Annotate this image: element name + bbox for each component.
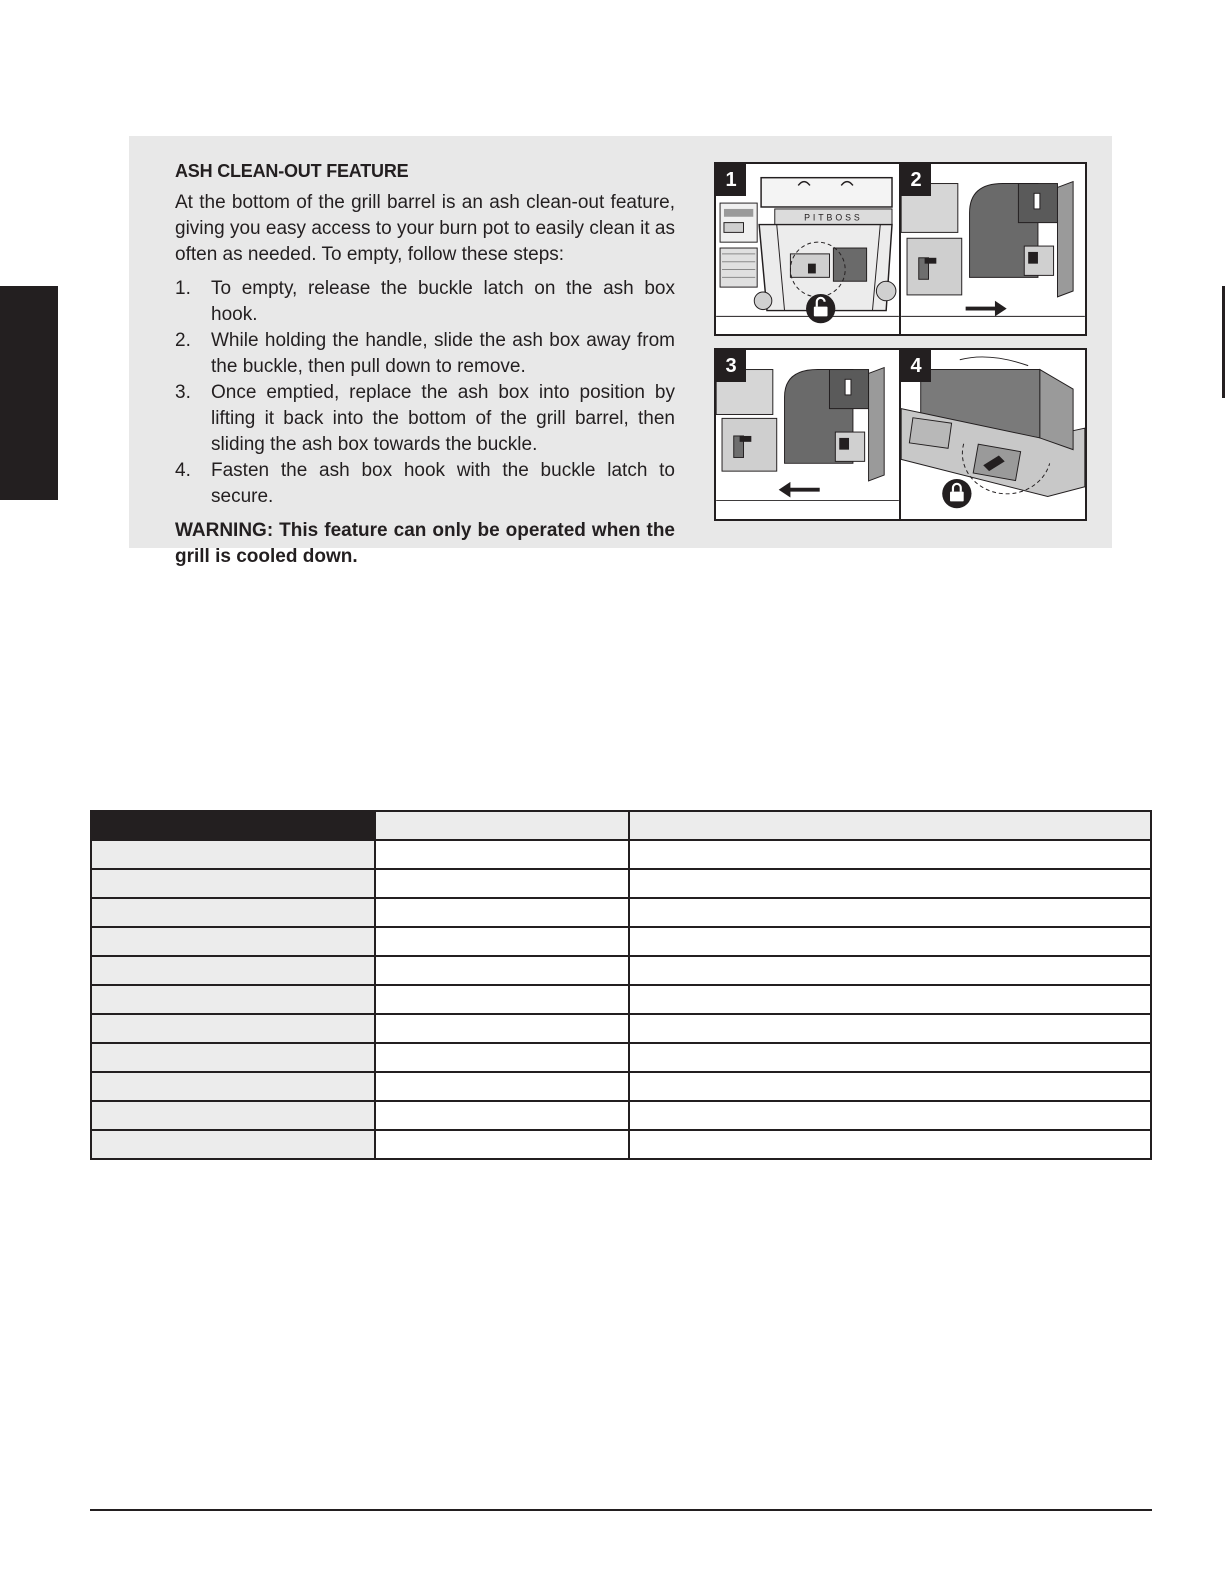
table-header-cell [91, 811, 375, 840]
table-cell [375, 956, 629, 985]
table-cell [629, 1072, 1151, 1101]
step-text: While holding the handle, slide the ash box away from the buckle, then pull down to remove. [211, 330, 675, 377]
table-cell [375, 927, 629, 956]
section-side-tab [0, 286, 58, 500]
step-item [175, 458, 675, 510]
table-cell [629, 956, 1151, 985]
table-cell [629, 1014, 1151, 1043]
table-cell [375, 1130, 629, 1159]
table-row [91, 1101, 1151, 1130]
table-cell [375, 1101, 629, 1130]
table-label-cell [91, 1101, 375, 1130]
ash-cleanout-text [175, 158, 675, 570]
steps-list [175, 276, 675, 510]
step-badge: 1 [716, 164, 746, 196]
step-badge: 3 [716, 350, 746, 382]
ash-cleanout-panel [129, 136, 1112, 567]
step-text: Once emptied, replace the ash box into position by lifting it back into the bottom of the grill barrel, then sliding the ash box towards the buckle. [211, 382, 675, 455]
footer-rule [90, 1509, 1152, 1511]
illustration-step-1 [714, 162, 901, 336]
section-heading: ASH CLEAN-OUT FEATURE [175, 161, 409, 181]
svg-text:PITBOSS: PITBOSS [804, 212, 863, 223]
step-number: 4. [175, 460, 191, 481]
illustration-step-2 [899, 162, 1087, 336]
table-row [91, 1130, 1151, 1159]
table-cell [629, 1130, 1151, 1159]
step-text: To empty, release the buckle latch on the ash box hook. [211, 278, 675, 325]
table-label-cell [91, 840, 375, 869]
table-cell [375, 1072, 629, 1101]
table-label-cell [91, 1072, 375, 1101]
table-cell [375, 985, 629, 1014]
table-label-cell [91, 927, 375, 956]
warning-text: WARNING: This feature can only be operated when the grill is cooled down. [175, 520, 675, 567]
table-row [91, 898, 1151, 927]
table-header-row [91, 811, 1151, 840]
table-row [91, 869, 1151, 898]
illustration-step-3 [714, 348, 901, 521]
spec-table [90, 810, 1152, 1160]
table-row [91, 985, 1151, 1014]
intro-paragraph: At the bottom of the grill barrel is an ash clean-out feature, giving you easy access to your burn pot to easily clean it as often as needed. To empty, follow these steps: [175, 192, 675, 265]
table-row [91, 1043, 1151, 1072]
table-row [91, 1014, 1151, 1043]
table-cell [629, 898, 1151, 927]
step-item [175, 276, 675, 328]
illustration-step-4 [899, 348, 1087, 521]
table-cell [629, 1101, 1151, 1130]
table-cell [375, 869, 629, 898]
table-cell [375, 1014, 629, 1043]
table-label-cell [91, 1014, 375, 1043]
table-cell [629, 985, 1151, 1014]
table-label-cell [91, 985, 375, 1014]
table-cell [629, 927, 1151, 956]
step-number: 1. [175, 278, 191, 299]
table-cell [629, 869, 1151, 898]
table-cell [375, 1043, 629, 1072]
table-cell [375, 840, 629, 869]
table-cell [629, 1043, 1151, 1072]
step-item [175, 328, 675, 380]
table-row [91, 956, 1151, 985]
table-header-cell [629, 811, 1151, 840]
illustration-grid [714, 162, 1088, 522]
table-label-cell [91, 1130, 375, 1159]
table-row [91, 927, 1151, 956]
step-number: 3. [175, 382, 191, 403]
table-label-cell [91, 869, 375, 898]
table-cell [375, 898, 629, 927]
step-badge: 4 [901, 350, 931, 382]
table-cell [629, 840, 1151, 869]
table-header-cell [375, 811, 629, 840]
table-label-cell [91, 956, 375, 985]
step-text: Fasten the ash box hook with the buckle latch to secure. [211, 460, 675, 507]
table-row [91, 1072, 1151, 1101]
table-label-cell [91, 898, 375, 927]
step-number: 2. [175, 330, 191, 351]
table-row [91, 840, 1151, 869]
table-label-cell [91, 1043, 375, 1072]
step-item [175, 380, 675, 458]
step-badge: 2 [901, 164, 931, 196]
